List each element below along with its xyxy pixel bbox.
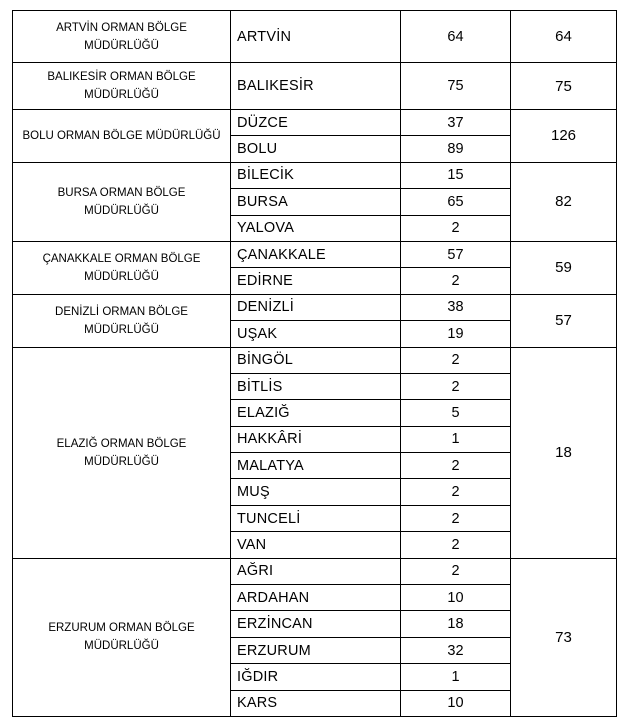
province-value-cell: 2 <box>401 453 511 479</box>
province-cell: IĞDIR <box>231 664 401 690</box>
directorate-cell: ÇANAKKALE ORMAN BÖLGE MÜDÜRLÜĞÜ <box>13 241 231 294</box>
table-row <box>13 347 617 373</box>
directorate-total-cell: 59 <box>511 241 617 294</box>
province-cell: DENİZLİ <box>231 294 401 320</box>
province-cell: EDİRNE <box>231 268 401 294</box>
directorate-cell: BOLU ORMAN BÖLGE MÜDÜRLÜĞÜ <box>13 110 231 163</box>
province-value-cell: 10 <box>401 690 511 716</box>
province-value-cell: 2 <box>401 505 511 531</box>
province-cell: ERZİNCAN <box>231 611 401 637</box>
province-value-cell: 75 <box>401 63 511 110</box>
province-cell: ERZURUM <box>231 637 401 663</box>
province-value-cell: 2 <box>401 215 511 241</box>
table-row <box>13 11 617 63</box>
directorate-province-table <box>12 10 617 717</box>
directorate-cell: ARTVİN ORMAN BÖLGE MÜDÜRLÜĞÜ <box>13 11 231 63</box>
province-value-cell: 5 <box>401 400 511 426</box>
province-value-cell: 18 <box>401 611 511 637</box>
province-value-cell: 1 <box>401 664 511 690</box>
province-cell: HAKKÂRİ <box>231 426 401 452</box>
province-cell: AĞRI <box>231 558 401 584</box>
province-value-cell: 2 <box>401 479 511 505</box>
province-value-cell: 64 <box>401 11 511 63</box>
province-cell: BİTLİS <box>231 373 401 399</box>
province-cell: DÜZCE <box>231 110 401 136</box>
province-value-cell: 2 <box>401 532 511 558</box>
table-row <box>13 162 617 188</box>
directorate-total-cell: 75 <box>511 63 617 110</box>
directorate-cell: ERZURUM ORMAN BÖLGE MÜDÜRLÜĞÜ <box>13 558 231 716</box>
province-value-cell: 32 <box>401 637 511 663</box>
province-cell: ÇANAKKALE <box>231 241 401 267</box>
table-row <box>13 63 617 110</box>
province-value-cell: 2 <box>401 347 511 373</box>
directorate-total-cell: 18 <box>511 347 617 558</box>
province-cell: YALOVA <box>231 215 401 241</box>
province-value-cell: 19 <box>401 321 511 347</box>
province-cell: KARS <box>231 690 401 716</box>
directorate-cell: BALIKESİR ORMAN BÖLGE MÜDÜRLÜĞÜ <box>13 63 231 110</box>
province-cell: TUNCELİ <box>231 505 401 531</box>
province-cell: VAN <box>231 532 401 558</box>
directorate-cell: BURSA ORMAN BÖLGE MÜDÜRLÜĞÜ <box>13 162 231 241</box>
province-cell: ELAZIĞ <box>231 400 401 426</box>
province-value-cell: 65 <box>401 189 511 215</box>
province-cell: ARTVİN <box>231 11 401 63</box>
province-value-cell: 57 <box>401 241 511 267</box>
province-value-cell: 2 <box>401 558 511 584</box>
directorate-total-cell: 64 <box>511 11 617 63</box>
province-value-cell: 37 <box>401 110 511 136</box>
directorate-total-cell: 73 <box>511 558 617 716</box>
province-cell: BOLU <box>231 136 401 162</box>
directorate-cell: ELAZIĞ ORMAN BÖLGE MÜDÜRLÜĞÜ <box>13 347 231 558</box>
province-cell: UŞAK <box>231 321 401 347</box>
province-value-cell: 15 <box>401 162 511 188</box>
province-cell: BİLECİK <box>231 162 401 188</box>
table-row <box>13 241 617 267</box>
province-value-cell: 1 <box>401 426 511 452</box>
province-cell: MALATYA <box>231 453 401 479</box>
province-cell: BURSA <box>231 189 401 215</box>
province-cell: BALIKESİR <box>231 63 401 110</box>
province-cell: ARDAHAN <box>231 585 401 611</box>
directorate-total-cell: 57 <box>511 294 617 347</box>
province-value-cell: 10 <box>401 585 511 611</box>
directorate-cell: DENİZLİ ORMAN BÖLGE MÜDÜRLÜĞÜ <box>13 294 231 347</box>
province-value-cell: 2 <box>401 373 511 399</box>
province-value-cell: 38 <box>401 294 511 320</box>
directorate-total-cell: 126 <box>511 110 617 163</box>
table-row <box>13 294 617 320</box>
table-body <box>13 11 617 717</box>
table-row <box>13 558 617 584</box>
directorate-total-cell: 82 <box>511 162 617 241</box>
province-cell: MUŞ <box>231 479 401 505</box>
province-value-cell: 89 <box>401 136 511 162</box>
province-value-cell: 2 <box>401 268 511 294</box>
table-row <box>13 110 617 136</box>
province-cell: BİNGÖL <box>231 347 401 373</box>
